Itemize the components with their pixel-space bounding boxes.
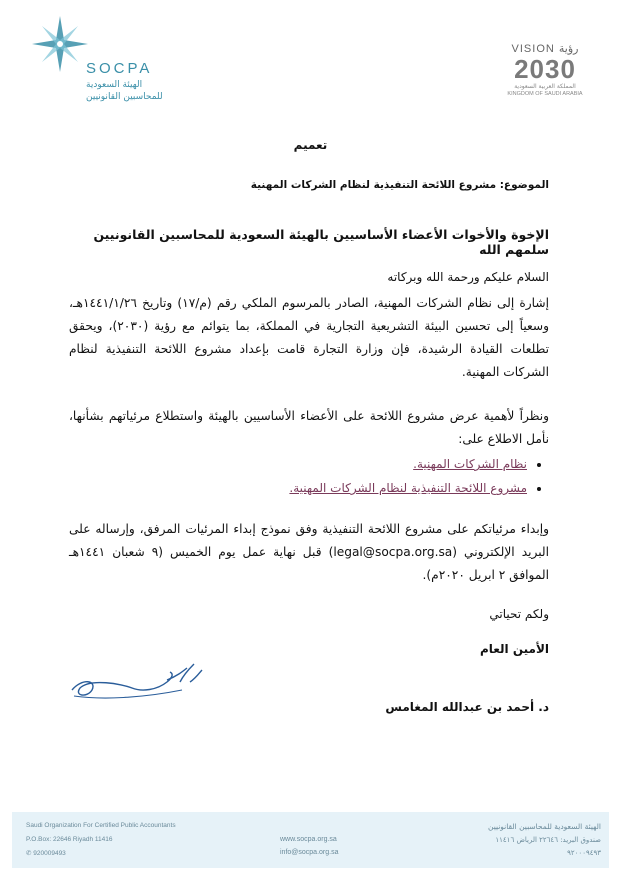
letter-paragraph-2: ونظراً لأهمية عرض مشروع اللائحة على الأعضاء الأساسيين بالهيئة واستطلاع مرئياتهم بشأنها، نأمل الاطلاع على: [69, 409, 549, 446]
vision-year: 2030 [514, 54, 576, 84]
phone-icon: ✆ [26, 850, 32, 857]
vision-label: VISION رؤية [511, 43, 579, 55]
handwritten-signature-icon [62, 660, 212, 705]
letter-greeting: السلام عليكم ورحمة الله وبركاته [387, 270, 549, 284]
signer-title: الأمين العام [479, 642, 549, 656]
footer-phone-en [26, 849, 66, 857]
footer-phone-number: 920009493 [33, 850, 66, 857]
footer-org-name-en: Saudi Organization For Certified Public Accountants [26, 822, 176, 829]
letter-paragraph-3: وإبداء مرئياتكم على مشروع اللائحة التنفيذية وفق نموذج إبداء المرئيات المرفق، وإرساله على البريد الإلكتروني (legal@socpa.org.sa) قبل نهاية عمل يوم الخميس (٩ شعبان ١٤٤١هـ الموافق ٢ ابريل ٢٠٢٠م). [69, 522, 549, 582]
letter-salutation: الإخوة والأخوات الأعضاء الأساسيين بالهيئة السعودية للمحاسبين القانونيين سلمهم الله [93, 227, 549, 257]
footer-po-box-ar: صندوق البريد: ٢٢٦٤٦ الرياض ١١٤١٦ [495, 836, 601, 844]
socpa-arabic-name-line1: الهيئة السعودية [86, 80, 143, 90]
vision-subtitle-ar: المملكة العربية السعودية [514, 83, 576, 90]
letter-closing: ولكم تحياتي [489, 607, 549, 621]
document-links-list [69, 452, 549, 500]
letter-paragraph-1: إشارة إلى نظام الشركات المهنية، الصادر بالمرسوم الملكي رقم (م/١٧) وتاريخ ١٤٤١/١/٢٦هـ، وسعياً إلى تحسين البيئة التشريعية التجارية في المملكة، بما يتوائم مع رؤية (٢٠٣٠)، ويحقق تطلعات القيادة الرشيدة، فإن وزارة التجارة قامت بإعداد مشروع اللائحة التنفيذية لنظام الشركات المهنية. [69, 296, 549, 379]
vision-subtitle-en: KINGDOM OF SAUDI ARABIA [507, 91, 583, 97]
footer-org-name-ar: الهيئة السعودية للمحاسبين القانونيين [487, 822, 601, 831]
socpa-wordmark: SOCPA [86, 60, 153, 77]
socpa-logo-star-icon [30, 14, 90, 74]
link-professional-companies-law[interactable]: • نظام الشركات المهنية. [69, 452, 527, 476]
signer-name: د. أحمد بن عبدالله المغامس [385, 700, 549, 714]
footer-phone-ar: ٩٢٠٠٠٩٤٩٣ [567, 849, 601, 857]
vision-2030-logo [495, 42, 595, 112]
footer-email[interactable]: info@socpa.org.sa [280, 849, 339, 856]
footer-website[interactable]: www.socpa.org.sa [280, 836, 337, 843]
link-executive-regulation-draft[interactable]: • مشروع اللائحة التنفيذية لنظام الشركات المهنية. [69, 476, 527, 500]
socpa-arabic-name-line2: للمحاسبين القانونيين [86, 92, 163, 102]
letter-title: تعميم [293, 138, 328, 152]
footer-po-box-en: P.O.Box: 22646 Riyadh 11416 [26, 836, 113, 843]
letter-subject: الموضوع: مشروع اللائحة التنفيذية لنظام الشركات المهنية [250, 179, 549, 191]
